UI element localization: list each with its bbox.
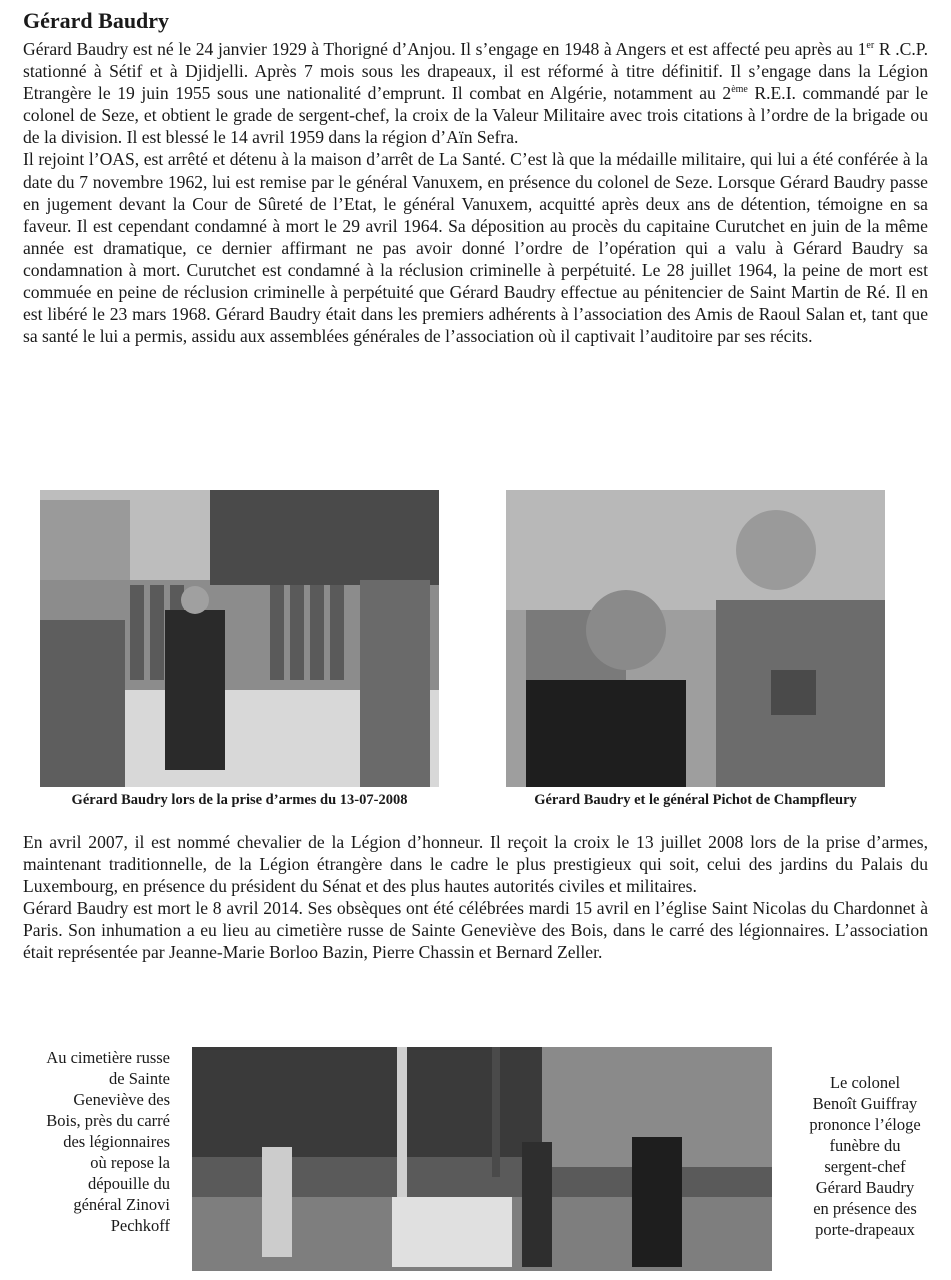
paragraph-biography [23, 38, 928, 347]
paragraph-honours: En avril 2007, il est nommé chevalier de la Légion d’honneur. Il reçoit la croix le 13 juillet 2008 lors de la prise d’armes, maintenant traditionnelle, de la Légion étrangère dans le cadre le plus prestigieux qui soit, celui des jardins du Palais du Luxembourg, en présence du président du Sénat et des plus hautes autorités civiles et militaires. [23, 832, 928, 897]
side-caption-line: Gérard Baudry [815, 1178, 915, 1197]
side-caption-line: général Zinovi [73, 1195, 170, 1214]
photo-with-general [506, 490, 885, 787]
side-caption-line: Benoît Guiffray [812, 1094, 918, 1113]
side-caption-line: en présence des [813, 1199, 917, 1218]
side-caption-line: funèbre du [829, 1136, 901, 1155]
side-caption-line: prononce l’éloge [809, 1115, 921, 1134]
paragraph-early-life [23, 38, 928, 148]
side-caption-line: Geneviève des [73, 1090, 170, 1109]
photo-general-image [506, 490, 885, 787]
side-caption-left [10, 1047, 170, 1236]
side-caption-line: où repose la [90, 1153, 170, 1172]
side-caption-line: Bois, près du carré [46, 1111, 170, 1130]
side-caption-line: de Sainte [109, 1069, 170, 1088]
paragraph-oas: Il rejoint l’OAS, est arrêté et détenu à la maison d’arrêt de La Santé. C’est là que la médaille militaire, qui lui a été conférée à la date du 7 novembre 1962, lui est remise par le général Vanuxem, en présence du colonel de Seze. Lorsque Gérard Baudry passe en jugement devant la Cour de Sûreté de l’Etat, le général Vanuxem, acquitté après deux ans de détention, témoigne en sa faveur. Il est cependant condamné à mort le 29 avril 1964. Sa déposition au procès du capitaine Curutchet en juin de la même année est dramatique, ce dernier affirmant ne pas avoir donné l’ordre de l’opération qui a valu à Gérard Baudry sa condamnation à mort. Curutchet est condamné à la réclusion criminelle à perpétuité. Le 28 juillet 1964, la peine de mort est commuée en peine de réclusion criminelle à perpétuité que Gérard Baudry effectue au pénitencier de Saint Martin de Ré. Il en est libéré le 23 mars 1968. Gérard Baudry était dans les premiers adhérents à l’association des Amis de Raoul Salan et, tant que sa santé le lui a permis, assidu aux assemblées générales de l’association où il captivait l’auditoire par ses récits. [23, 149, 928, 347]
photo-ceremony-2008 [40, 490, 439, 787]
superscript: er [866, 40, 875, 52]
side-caption-line: porte-drapeaux [815, 1220, 915, 1239]
side-caption-line: des légionnaires [63, 1132, 170, 1151]
article-title: Gérard Baudry [23, 8, 170, 33]
photo-cemetery-image [192, 1047, 772, 1271]
paragraph-legion-honneur [23, 831, 928, 964]
photo-cemetery [192, 1047, 772, 1271]
caption-photo-ceremony: Gérard Baudry lors de la prise d’armes du 13-07-2008 [71, 792, 408, 808]
photo-ceremony-image [40, 490, 439, 787]
superscript: ème [731, 84, 748, 96]
side-caption-line: Au cimetière russe [46, 1048, 170, 1067]
text-segment: Gérard Baudry est né le 24 janvier 1929 à Thorigné d’Anjou. Il s’engage en 1948 à Angers et est affecté peu après au 1 [23, 39, 867, 59]
caption-photo-general: Gérard Baudry et le général Pichot de Champfleury [534, 792, 857, 808]
side-caption-line: dépouille du [87, 1174, 170, 1193]
side-caption-line: sergent-chef [824, 1157, 906, 1176]
text-segment: R .C.P. stationné à Sétif et à Djidjelli. Après 7 mois sous les drapeaux, il est réformé à titre définitif. Il s’engage dans la Légion Etrangère le 19 juin 1955 sous une nationalité d’emprunt. Il combat en Algérie, notamment au 2 [23, 39, 928, 104]
paragraph-death: Gérard Baudry est mort le 8 avril 2014. Ses obsèques ont été célébrées mardi 15 avril en l’église Saint Nicolas du Chardonnet à Paris. Son inhumation a eu lieu au cimetière russe de Sainte Geneviève des Bois, dans le carré des légionnaires. L’association était représentée par Jeanne-Marie Borloo Bazin, Pierre Chassin et Bernard Zeller. [23, 898, 928, 963]
side-caption-line: Le colonel [829, 1073, 901, 1092]
text-segment: R.E.I. commandé par le colonel de Seze, et obtient le grade de sergent-chef, la croix de la Valeur Militaire avec trois citations à l’ordre de la brigade ou de la division. Il est blessé le 14 avril 1959 dans la région d’Aïn Sefra. [23, 83, 928, 148]
side-caption-right [790, 1072, 940, 1240]
side-caption-line: Pechkoff [110, 1216, 170, 1235]
